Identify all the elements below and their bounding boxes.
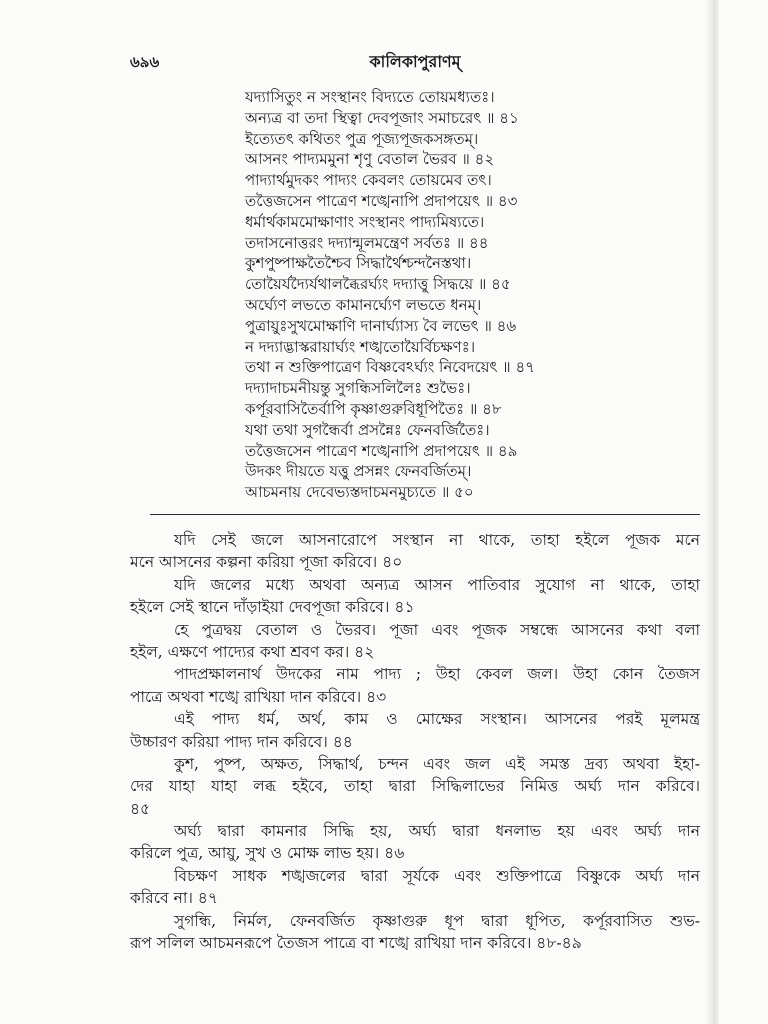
verse-line: অন্যত্র বা তদা স্থিত্বা দেবপূজাং সমাচরেৎ ॥ ৪১ <box>245 108 519 127</box>
verse-line: দদ্যাদাচমনীয়ন্তু সুগন্ধিসলিলৈঃ শুভৈঃ। <box>245 379 471 398</box>
translation-line: পাদপ্রক্ষালনার্থ উদকের নাম পাদ্য ; উহা কেবল জল। উহা কোন তৈজস <box>174 665 700 684</box>
translation-line: ৪৫ <box>130 799 151 818</box>
translation-line: করিলে পুত্র, আয়ু, সুখ ও মোক্ষ লাভ হয়। ৪৬ <box>130 844 405 863</box>
translation-line: যদি সেই জলে আসনারোপে সংস্থান না থাকে, তাহা হইলে পূজক মনে <box>174 531 700 549</box>
translation-line: হে পুত্রদ্বয় বেতাল ও ভৈরব। পূজা এবং পূজক সম্বন্ধে আসনের কথা বলা <box>174 620 700 639</box>
translation-line: দের যাহা যাহা লব্ধ হইবে, তাহা দ্বারা সিদ্ধিলাভের নিমিত্ত অর্ঘ্য দান করিবে। <box>130 777 700 796</box>
sanskrit-verses <box>245 87 695 503</box>
verse-line: ইত্যেতৎ কথিতং পুত্র পূজ্যপূজকসঙ্গতম্। <box>245 129 479 148</box>
verse-line: ধর্মার্থকামমোক্ষাণাং সংস্থানং পাদ্যমিষ্যতে। <box>245 212 485 231</box>
verse-line: কুশপুষ্পাক্ষতৈশ্চৈব সিদ্ধার্থৈশ্চন্দনৈস্তথা। <box>245 254 472 273</box>
page-title: কালিকাপুরাণম্ <box>369 52 461 71</box>
bengali-translation <box>130 529 700 954</box>
translation-paragraph <box>130 708 700 753</box>
translation-line: কুশ, পুষ্প, অক্ষত, সিদ্ধার্থ, চন্দন এবং জল এই সমস্ত দ্রব্য অথবা ইহা- <box>174 754 700 773</box>
verse-line: তোয়ৈর্যদ্যৈর্যথালব্ধৈরর্ঘ্যং দদ্যাত্তু সিদ্ধয়ে ॥ ৪৫ <box>245 275 511 294</box>
translation-line: এই পাদ্য ধর্ম, অর্থ, কাম ও মোক্ষের সংস্থান। আসনের পরই মূলমন্ত্র <box>174 710 700 729</box>
verse-line: ন দদ্যাদ্ভাস্করায়ার্ঘ্যং শঙ্খতোয়ৈর্বিচক্ষণঃ। <box>245 337 476 356</box>
verse-line: যথা তথা সুগন্ধৈর্বা প্রসন্নৈঃ ফেনবর্জিতৈঃ। <box>245 420 490 439</box>
translation-paragraph <box>130 910 700 955</box>
translation-line: করিবে না। ৪৭ <box>130 889 218 908</box>
translation-paragraph <box>130 529 700 574</box>
translation-line: সুগন্ধি, নির্মল, ফেনবর্জিত কৃষ্ণাগুরু ধূপ দ্বারা ধূপিত, কর্পূরবাসিত শুভ- <box>174 911 700 930</box>
verse-line: কর্পূরবাসিতৈর্বাপি কৃষ্ণাগুরুবিধূপিতৈঃ ॥ ৪৮ <box>245 399 502 418</box>
verse-line: যদ্যাসিতুং ন সংস্থানং বিদ্যতে তোয়মধ্যতঃ। <box>245 88 495 106</box>
translation-line: মনে আসনের কল্পনা করিয়া পূজা করিবে। ৪০ <box>130 553 403 572</box>
translation-paragraph <box>130 753 700 820</box>
translation-paragraph <box>130 865 700 910</box>
verse-line: তদাসনোত্তরং দদ্যান্মূলমন্ত্রেণ সর্বতঃ ॥ ৪৪ <box>245 233 489 252</box>
translation-line: রূপ সলিল আচমনরূপে তৈজস পাত্রে বা শঙ্খে রাখিয়া দান করিবে। ৪৮-৪৯ <box>130 934 582 953</box>
verse-line: পুত্রায়ুঃসুখমোক্ষাণি দানার্ঘ্যাস্য বৈ লভেৎ ॥ ৪৬ <box>245 316 517 335</box>
translation-line: পাত্রে অথবা শঙ্খে রাখিয়া দান করিবে। ৪৩ <box>130 687 387 706</box>
verse-line: উদকং দীয়তে যত্তু প্রসন্নং ফেনবর্জিতম্। <box>245 462 472 481</box>
verse-line: আসনং পাদ্যমমুনা শৃণু বেতাল ভৈরব ॥ ৪২ <box>245 150 495 169</box>
binding-edge-shadow <box>705 0 719 1024</box>
section-divider <box>150 514 700 515</box>
verse-line: তত্তৈজসেন পাত্রেণ শঙ্খেনাপি প্রদাপয়েৎ ॥ ৪৯ <box>245 441 518 460</box>
verse-line: পাদ্যার্থমুদকং পাদ্যং কেবলং তোয়মেব তৎ। <box>245 171 492 190</box>
translation-line: হইল, এক্ষণে পাদ্যের কথা শ্রবণ কর। ৪২ <box>130 642 375 661</box>
translation-paragraph <box>130 663 700 708</box>
translation-paragraph <box>130 574 700 619</box>
translation-line: যদি জলের মধ্যে অথবা অন্যত্র আসন পাতিবার সুযোগ না থাকে, তাহা <box>174 575 700 594</box>
translation-line: বিচক্ষণ সাধক শঙ্খজলের দ্বারা সূর্যকে এবং শুক্তিপাত্রে বিষ্ণুকে অর্ঘ্য দান <box>174 866 700 885</box>
verse-line: আচমনায় দেবেভ্যস্তদাচমনমুচ্যতে ॥ ৫০ <box>245 483 474 502</box>
translation-paragraph <box>130 619 700 664</box>
translation-line: উচ্চারণ করিয়া পাদ্য দান করিবে। ৪৪ <box>130 732 353 751</box>
verse-line: তথা ন শুক্তিপাত্রেণ বিষ্ণবেঽর্ঘ্যং নিবেদয়েৎ ॥ ৪৭ <box>245 358 535 377</box>
translation-line: অর্ঘ্য দ্বারা কামনার সিদ্ধি হয়, অর্ঘ্য দ্বারা ধনলাভ হয় এবং অর্ঘ্য দান <box>174 822 700 841</box>
translation-paragraph <box>130 820 700 865</box>
page-number: ৬৯৬ <box>130 53 160 71</box>
verse-line: অর্ঘ্যেণ লভতে কামানর্ঘ্যেণ লভতে ধনম্। <box>245 295 482 314</box>
verse-line: তত্তৈজসেন পাত্রেণ শঙ্খেনাপি প্রদাপয়েৎ ॥ ৪৩ <box>245 191 518 210</box>
page-header <box>130 51 700 73</box>
translation-line: হইলে সেই স্থানে দাঁড়াইয়া দেবপূজা করিবে। ৪১ <box>130 598 415 617</box>
